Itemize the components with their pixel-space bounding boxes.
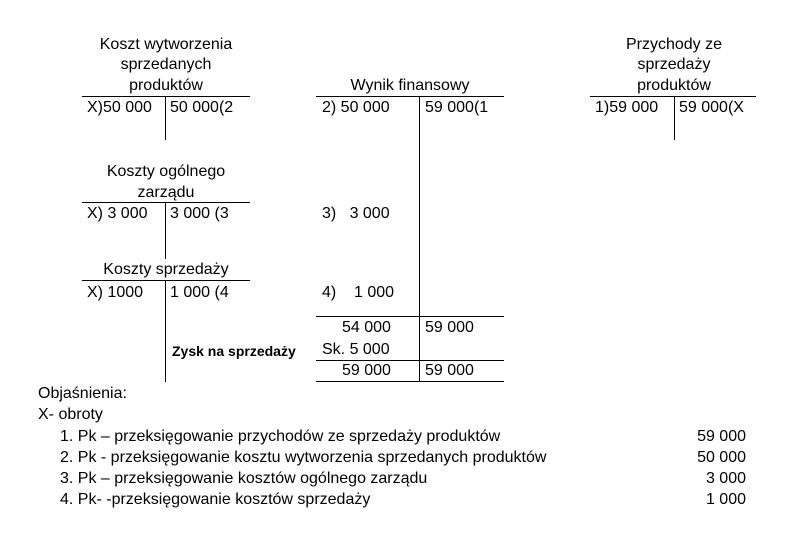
account-title-line: Koszty ogólnego (106, 163, 226, 180)
t-account-top-line (82, 96, 250, 97)
account-title: Wynik finansowy (350, 77, 470, 94)
debit-total: 54 000 (342, 319, 391, 336)
t-account-top-line (316, 96, 504, 97)
explanation-amount: 50 000 (697, 449, 746, 466)
t-account-divider (674, 96, 675, 140)
t-account-divider (165, 280, 166, 382)
explanation-item: 3. Pk – przeksięgowanie kosztów ogólnego zarządu (60, 470, 428, 487)
debit-entry: 2) 50 000 (322, 99, 390, 116)
debit-grand-total: 59 000 (342, 362, 391, 379)
debit-entry: 1)59 000 (595, 99, 659, 116)
totals-line (316, 316, 504, 317)
credit-entry: 50 000(2 (170, 99, 234, 116)
t-account-divider (419, 96, 420, 382)
explanation-amount: 3 000 (705, 470, 746, 487)
account-title-line: Koszt wytworzenia (99, 36, 233, 53)
t-account-top-line (82, 280, 250, 281)
account-title: Koszty sprzedaży (103, 261, 229, 278)
explanation-item: 4. Pk- -przeksięgowanie kosztów sprzedaży (60, 491, 371, 508)
debit-entry: 3) 3 000 (322, 205, 390, 222)
explanation-amount: 59 000 (697, 428, 746, 445)
explanation-item: 2. Pk - przeksięgowanie kosztu wytworzenia sprzedanych produktów (60, 449, 547, 466)
credit-grand-total: 59 000 (425, 362, 474, 379)
explanation-amount: 1 000 (705, 491, 746, 508)
debit-entry: X) 1000 (87, 284, 144, 301)
t-account-top-line (590, 96, 756, 97)
explanation-item: 1. Pk – przeksięgowanie przychodów ze sprzedaży produktów (60, 428, 501, 445)
account-title-line: sprzedaży (637, 56, 711, 73)
account-title-line: produktów (637, 77, 711, 94)
grand-totals-bottom-line (316, 381, 504, 382)
debit-entry: X)50 000 (87, 99, 152, 116)
account-title-line: sprzedanych (120, 56, 212, 73)
credit-entry: 59 000(X (679, 99, 744, 116)
credit-entry: 1 000 (4 (170, 284, 229, 301)
t-account-top-line (82, 202, 250, 203)
t-account-divider (165, 96, 166, 140)
account-title-line: produktów (129, 77, 203, 94)
debit-entry: 4) 1 000 (322, 284, 395, 301)
balance-label: Zysk na sprzedaży (172, 343, 296, 359)
account-title-line: zarządu (137, 184, 195, 201)
t-account-divider (165, 202, 166, 259)
credit-entry: 3 000 (3 (170, 205, 229, 222)
explanations-heading: Objaśnienia: (38, 385, 127, 402)
debit-entry: X) 3 000 (87, 205, 148, 222)
grand-totals-line (316, 360, 504, 361)
credit-total: 59 000 (425, 319, 474, 336)
balance-entry: Sk. 5 000 (322, 341, 390, 358)
explanations-legend: X- obroty (38, 406, 103, 423)
account-title-line: Przychody ze (625, 36, 723, 53)
credit-entry: 59 000(1 (425, 99, 489, 116)
